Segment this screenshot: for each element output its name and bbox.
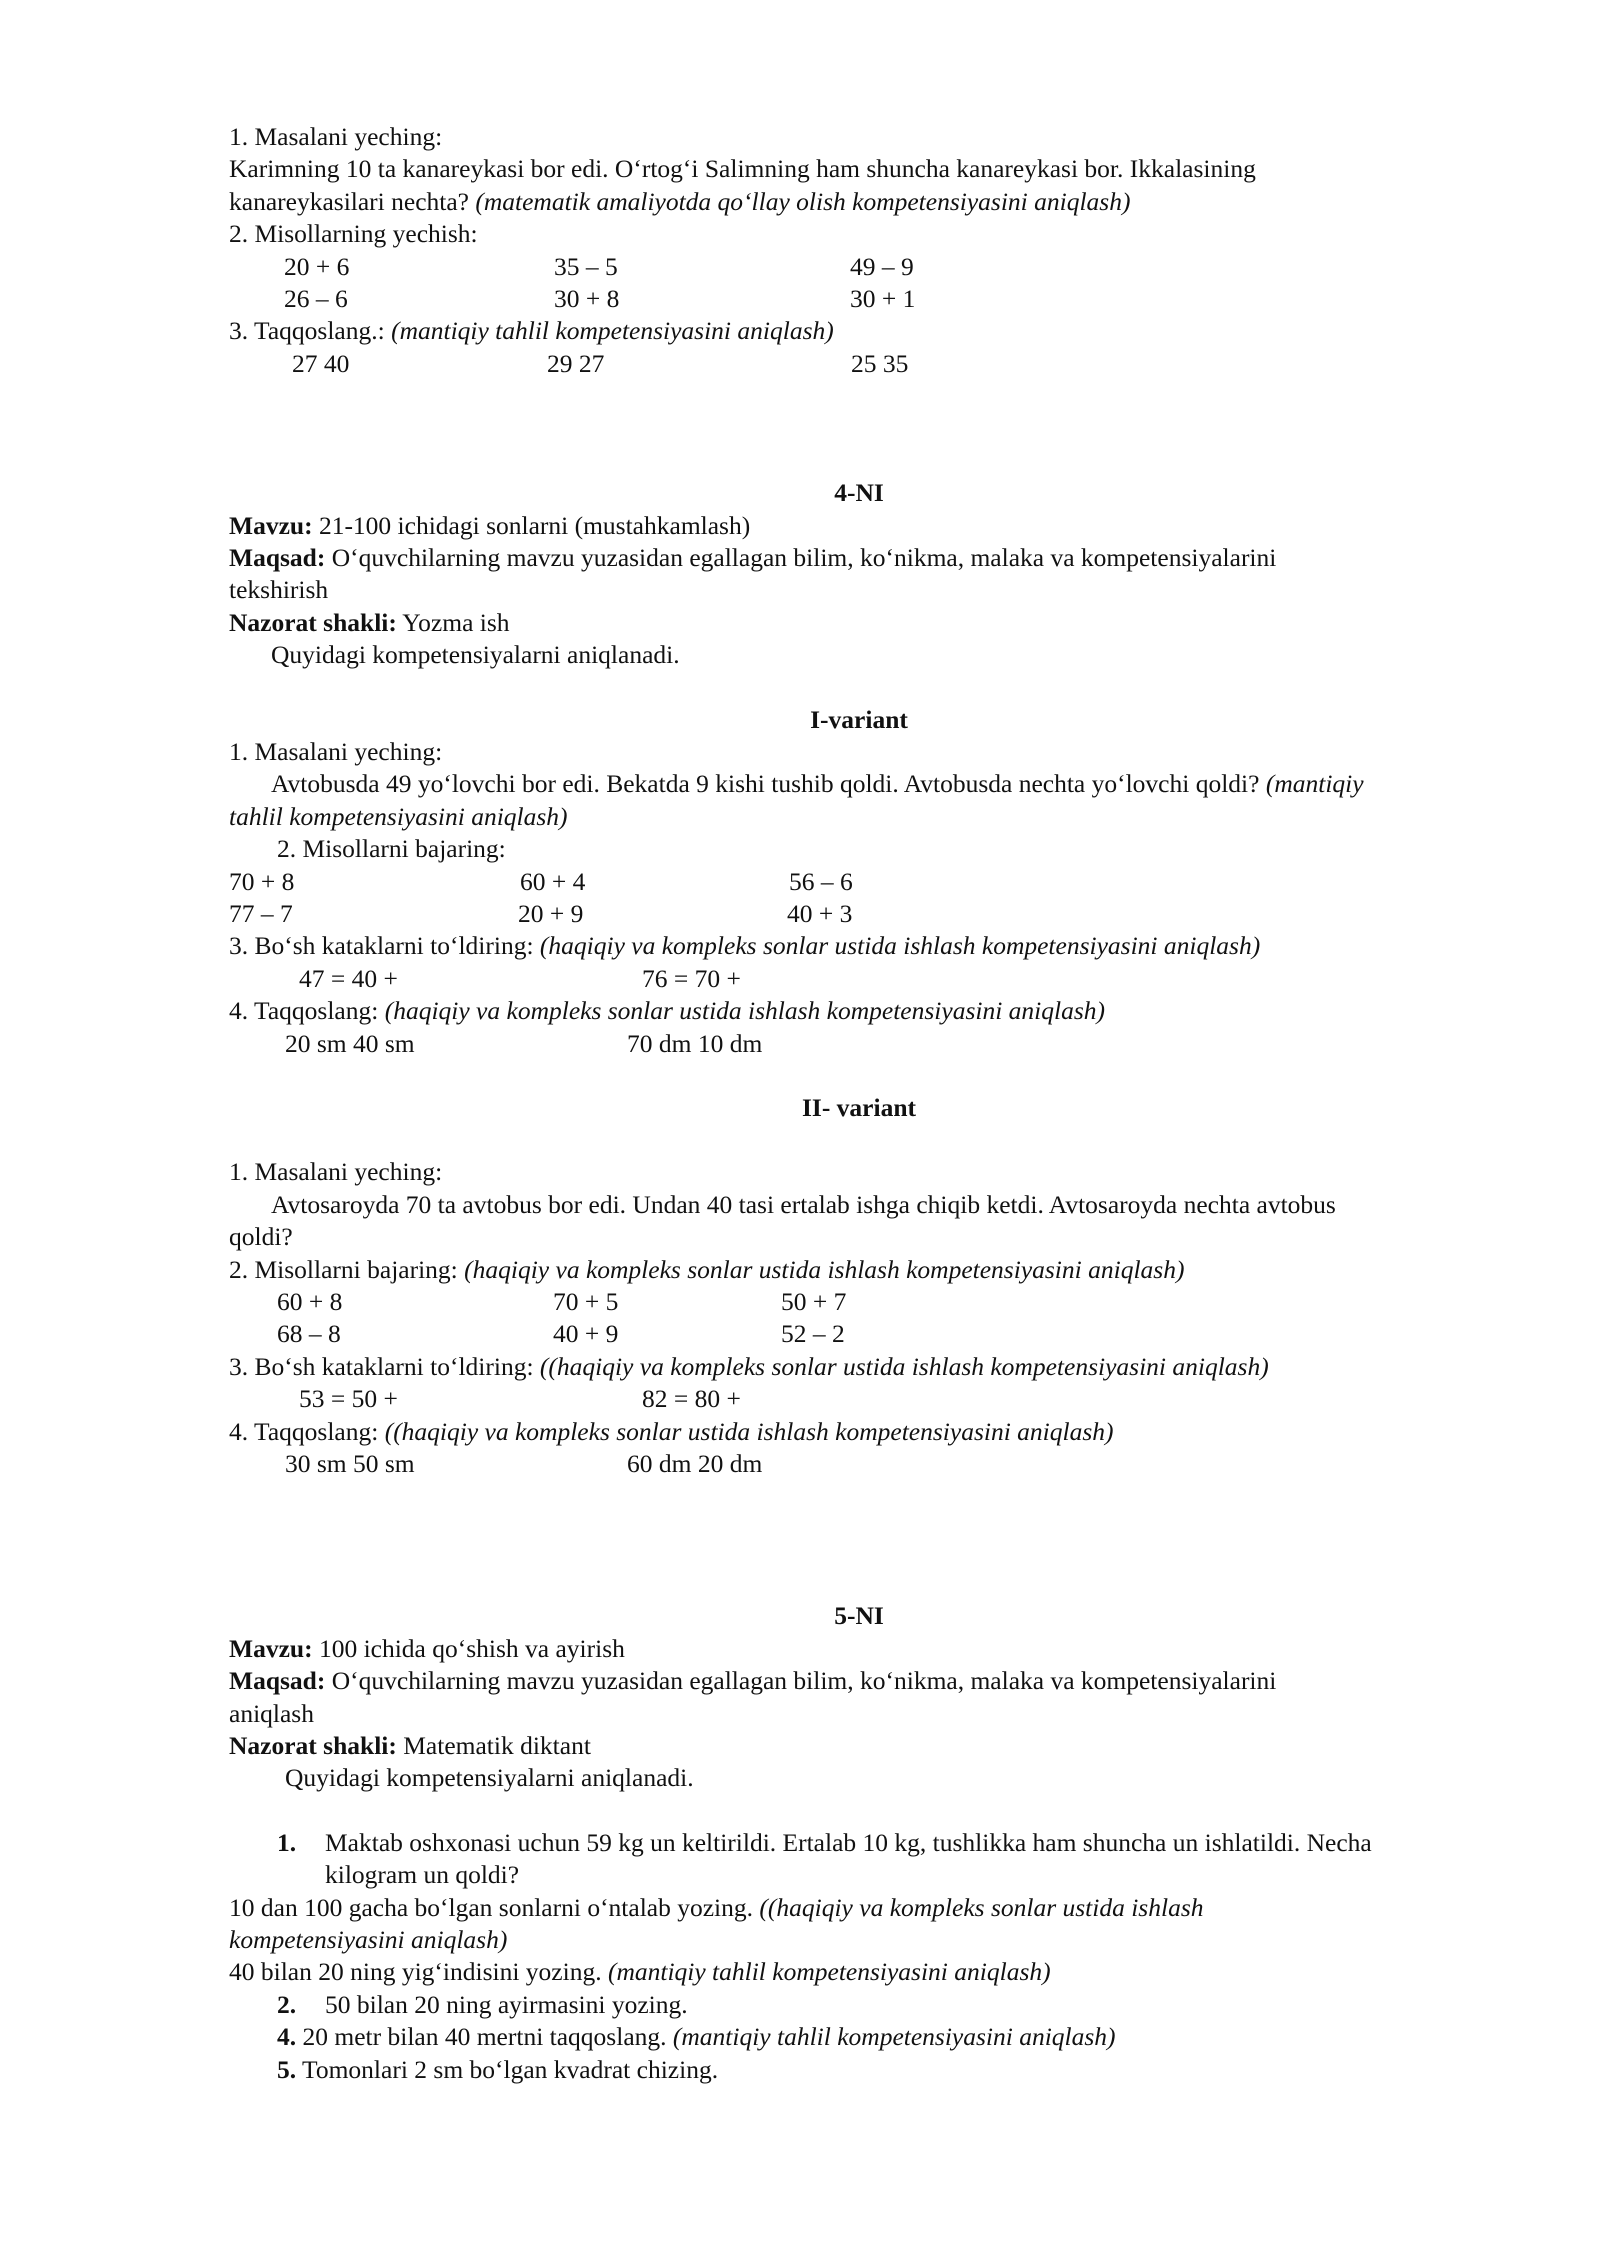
exercise-row: [229, 898, 1489, 930]
fill-blank: 82 = 80 +: [642, 1384, 741, 1414]
dictation-line: [229, 1892, 1489, 1924]
exercise: 26 – 6: [284, 284, 348, 314]
line-text: 40 bilan 20 ning yig‘indisini yozing.: [229, 1957, 608, 1987]
item-text: 50 bilan 20 ning ayirmasini yozing.: [325, 1989, 688, 2019]
control-form-text: Matematik diktant: [396, 1731, 591, 1761]
compare-row: [229, 1028, 1489, 1060]
item-text: Tomonlari 2 sm bo‘lgan kvadrat chizing.: [296, 2054, 719, 2084]
dictation-line: [229, 1956, 1489, 1988]
compare-pair: 25 35: [851, 348, 909, 378]
task-1-text: Avtosaroyda 70 ta avtobus bor edi. Undan 40 tasi ertalab ishga chiqib ketdi. Avtosaroyda nechta avtobus: [271, 1189, 1336, 1219]
compare-pair: 30 sm 50 sm: [285, 1449, 415, 1479]
exercise: 20 + 6: [284, 251, 350, 281]
competency-note: (haqiqiy va kompleks sonlar ustida ishlash kompetensiyasini aniqlash): [464, 1254, 1185, 1284]
task-2-label: 2. Misollarni bajaring:: [229, 1254, 465, 1284]
item-number: 4.: [277, 2022, 297, 2052]
dictation-item-2: [229, 1989, 1489, 2021]
exercise: 70 + 8: [229, 866, 295, 896]
exercise: 60 + 8: [277, 1287, 343, 1317]
compare-pair: 29 27: [547, 348, 605, 378]
exercise: 20 + 9: [518, 899, 584, 929]
competency-note: (mantiqiy: [1265, 769, 1364, 799]
goal-line-cont: tekshirish: [229, 575, 329, 605]
topic-label: Mavzu:: [229, 510, 313, 540]
task-1-text-a: Avtobusda 49 yo‘lovchi bor edi. Bekatda 9 kishi tushib qoldi. Avtobusda nechta yo‘lovchi qoldi?: [271, 769, 1266, 799]
competency-note: (mantiqiy tahlil kompetensiyasini aniqlash): [391, 316, 834, 346]
exercise-row: [229, 1318, 1489, 1350]
item-text-cont: kilogram un qoldi?: [325, 1860, 520, 1890]
compare-row: [229, 1448, 1489, 1480]
task-1-text: [229, 768, 1489, 800]
task-3-heading: [229, 315, 1489, 347]
compare-pair: 70 dm 10 dm: [627, 1028, 763, 1058]
competency-intro: Quyidagi kompetensiyalarni aniqlanadi.: [271, 640, 680, 670]
item-number: 2.: [277, 1989, 297, 2019]
exercise: 60 + 4: [520, 866, 586, 896]
goal-text: O‘quvchilarning mavzu yuzasidan egallagan bilim, ko‘nikma, malaka va kompetensiyalarini: [325, 543, 1277, 573]
competency-note: ((haqiqiy va kompleks sonlar ustida ishlash: [759, 1892, 1204, 1922]
fill-blank: 53 = 50 +: [299, 1384, 398, 1414]
fill-row: [229, 963, 1489, 995]
exercise: 50 + 7: [781, 1287, 847, 1317]
task-1-text: Karimning 10 ta kanareykasi bor edi. O‘rtog‘i Salimning ham shuncha kanareykasi bor. Ikkalasining: [229, 154, 1256, 184]
task-3-heading: [229, 1351, 1489, 1383]
control-form-line: [229, 607, 1489, 639]
competency-intro: Quyidagi kompetensiyalarni aniqlanadi.: [285, 1763, 694, 1793]
exercise-row: [229, 866, 1489, 898]
task-3-heading: [229, 930, 1489, 962]
task-1-text-cont: [229, 186, 1489, 218]
competency-note: (mantiqiy tahlil kompetensiyasini aniqlash): [607, 1957, 1051, 1987]
exercise: 49 – 9: [850, 251, 914, 281]
task-4-label: 4. Taqqoslang:: [229, 996, 385, 1026]
fill-blank: 76 = 70 +: [642, 963, 741, 993]
task-3-label: 3. Bo‘sh kataklarni to‘ldiring:: [229, 1351, 540, 1381]
competency-note: (haqiqiy va kompleks sonlar ustida ishlash kompetensiyasini aniqlash): [539, 931, 1261, 961]
exercise: 35 – 5: [554, 251, 618, 281]
fill-row: [229, 1383, 1489, 1415]
exercise: 40 + 3: [787, 899, 853, 929]
task-3-label: 3. Taqqoslang.:: [229, 316, 392, 346]
compare-pair: 27 40: [292, 348, 350, 378]
exercise: 52 – 2: [781, 1319, 845, 1349]
variant-title: II- variant: [801, 1093, 917, 1123]
exercise: 56 – 6: [789, 866, 853, 896]
task-1-text-b: kanareykasilari nechta?: [229, 186, 476, 216]
section-heading: 5-NI: [834, 1601, 884, 1631]
control-form-line: [229, 1730, 1489, 1762]
topic-line: [229, 510, 1489, 542]
dictation-item-4: [229, 2021, 1489, 2053]
competency-note: (haqiqiy va kompleks sonlar ustida ishlash kompetensiyasini aniqlash): [384, 996, 1106, 1026]
goal-line: [229, 1665, 1489, 1697]
compare-pair: 20 sm 40 sm: [285, 1028, 415, 1058]
item-number: 1.: [277, 1827, 297, 1857]
line-text: 10 dan 100 gacha bo‘lgan sonlarni o‘ntalab yozing.: [229, 1892, 760, 1922]
task-4-heading: [229, 1416, 1489, 1448]
topic-text: 21-100 ichidagi sonlarni (mustahkamlash): [312, 510, 751, 540]
compare-row: [229, 348, 1489, 380]
goal-label: Maqsad:: [229, 1666, 326, 1696]
exercise: 77 – 7: [229, 899, 293, 929]
task-4-label: 4. Taqqoslang:: [229, 1416, 385, 1446]
task-1-heading: 1. Masalani yeching:: [229, 122, 443, 151]
goal-label: Maqsad:: [229, 543, 326, 573]
task-1-text-cont: qoldi?: [229, 1222, 293, 1252]
task-2-heading: 2. Misollarning yechish:: [229, 219, 478, 249]
section-heading: 4-NI: [834, 478, 884, 508]
competency-note: (matematik amaliyotda qo‘llay olish kompetensiyasini aniqlash): [475, 186, 1131, 216]
topic-text: 100 ichida qo‘shish va ayirish: [312, 1633, 625, 1663]
compare-pair: 60 dm 20 dm: [627, 1449, 763, 1479]
task-2-heading: 2. Misollarni bajaring:: [277, 834, 506, 864]
goal-line: [229, 542, 1489, 574]
exercise: 40 + 9: [553, 1319, 619, 1349]
task-3-label: 3. Bo‘sh kataklarni to‘ldiring:: [229, 931, 540, 961]
competency-note: (mantiqiy tahlil kompetensiyasini aniqlash): [672, 2022, 1116, 2052]
control-form-label: Nazorat shakli:: [229, 607, 397, 637]
topic-line: [229, 1633, 1489, 1665]
item-text: 20 metr bilan 40 mertni taqqoslang.: [296, 2022, 673, 2052]
dictation-item-1-cont: [229, 1859, 1489, 1891]
exercise-row: [229, 283, 1489, 315]
task-4-heading: [229, 995, 1489, 1027]
control-form-text: Yozma ish: [396, 607, 510, 637]
variant-title: I-variant: [810, 704, 908, 734]
competency-note: ((haqiqiy va kompleks sonlar ustida ishlash kompetensiyasini aniqlash): [539, 1351, 1269, 1381]
item-text: Maktab oshxonasi uchun 59 kg un keltirildi. Ertalab 10 kg, tushlikka ham shuncha un ishlatildi. Necha: [325, 1827, 1372, 1857]
exercise: 30 + 8: [554, 284, 620, 314]
dictation-item-1: [229, 1827, 1489, 1859]
task-2-heading: [229, 1254, 1489, 1286]
task-1-heading: 1. Masalani yeching:: [229, 737, 443, 767]
fill-blank: 47 = 40 +: [299, 963, 398, 993]
exercise: 68 – 8: [277, 1319, 341, 1349]
exercise: 70 + 5: [553, 1287, 619, 1317]
item-number: 5.: [277, 2054, 297, 2084]
document-page: [229, 121, 1489, 2086]
competency-note-cont: kompetensiyasini aniqlash): [229, 1925, 508, 1955]
competency-note: ((haqiqiy va kompleks sonlar ustida ishlash kompetensiyasini aniqlash): [384, 1416, 1114, 1446]
exercise: 30 + 1: [850, 284, 916, 314]
exercise-row: [229, 251, 1489, 283]
exercise-row: [229, 1286, 1489, 1318]
topic-label: Mavzu:: [229, 1633, 313, 1663]
competency-note-cont: tahlil kompetensiyasini aniqlash): [229, 801, 568, 831]
dictation-item-5: [229, 2054, 1489, 2086]
goal-line-cont: aniqlash: [229, 1698, 314, 1728]
control-form-label: Nazorat shakli:: [229, 1731, 397, 1761]
goal-text: O‘quvchilarning mavzu yuzasidan egallagan bilim, ko‘nikma, malaka va kompetensiyalarini: [325, 1666, 1277, 1696]
task-1-heading: 1. Masalani yeching:: [229, 1157, 443, 1187]
